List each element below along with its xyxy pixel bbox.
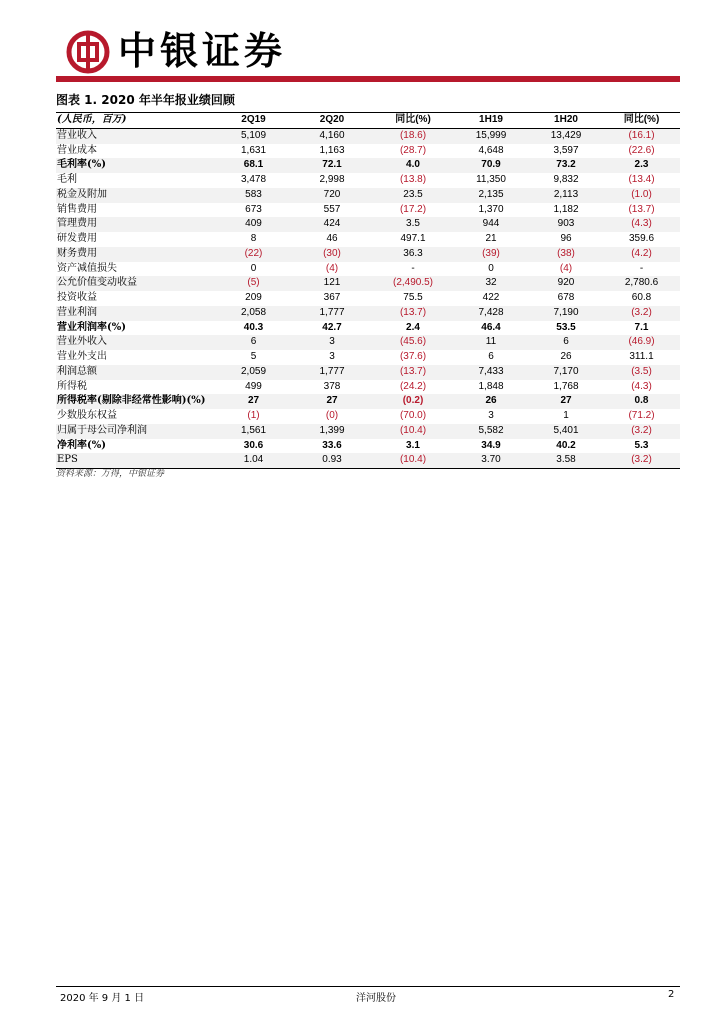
table-header-row <box>56 113 680 129</box>
table-cell: (4) <box>325 262 339 274</box>
table-cell: (30) <box>291 247 373 262</box>
table-cell: 673 <box>245 203 262 215</box>
header-divider <box>56 76 680 82</box>
table-cell: 497.1 <box>400 233 426 244</box>
table-row <box>56 409 680 424</box>
table-cell: 27 <box>216 394 291 409</box>
table-cell: 3.58 <box>529 453 603 468</box>
table-cell: 0 <box>488 262 494 274</box>
table-cell: 72.1 <box>291 158 373 173</box>
table-cell: 3 <box>329 351 335 362</box>
table-cell: (5) <box>216 276 291 291</box>
table-cell: 26 <box>560 351 572 362</box>
table-cell: (22.6) <box>628 144 655 156</box>
table-cell: 2,780.6 <box>603 276 680 291</box>
table-cell: 1,399 <box>291 424 373 439</box>
table-cell: 23.5 <box>373 188 453 203</box>
table-cell: (3.2) <box>603 306 680 321</box>
table-cell: 1,561 <box>216 424 291 439</box>
row-label: 资产减值损失 <box>57 262 117 274</box>
table-cell: 33.6 <box>322 439 342 451</box>
table-cell: (2,490.5) <box>373 276 453 291</box>
table-cell: - <box>639 262 644 274</box>
column-header: 1H19 <box>479 114 503 125</box>
table-cell: 60.8 <box>631 292 652 303</box>
table-cell: (46.9) <box>603 335 680 350</box>
table-cell: 678 <box>557 292 575 303</box>
table-row <box>56 424 680 439</box>
table-cell: (0) <box>325 410 339 421</box>
table-cell: 2,059 <box>216 365 291 380</box>
table-cell: (13.4) <box>628 174 655 185</box>
table-cell: 4.0 <box>373 158 453 173</box>
row-label: 毛利率(%) <box>56 158 216 173</box>
table-cell: (4.2) <box>603 247 680 262</box>
table-cell: 27 <box>291 394 373 409</box>
table-cell: 40.2 <box>556 439 576 451</box>
table-cell: (13.7) <box>373 306 453 321</box>
table-cell: 209 <box>245 292 262 303</box>
row-label: 利润总额 <box>56 365 216 380</box>
table-row <box>56 203 680 218</box>
table-cell: 70.9 <box>453 158 529 173</box>
table-cell: (17.2) <box>399 203 427 215</box>
table-cell: (4) <box>559 262 573 274</box>
table-cell: 2,058 <box>216 306 291 321</box>
table-cell: 5,582 <box>453 424 529 439</box>
table-cell: (10.4) <box>373 424 453 439</box>
row-label: 销售费用 <box>57 203 97 215</box>
table-cell: 1,631 <box>240 144 267 156</box>
table-cell: 11 <box>453 335 529 350</box>
table-cell: (16.1) <box>603 128 680 143</box>
table-cell: (13.8) <box>399 174 427 185</box>
row-label: 所得税 <box>57 380 87 392</box>
row-label: 研发费用 <box>57 233 97 244</box>
column-header: 1H20 <box>554 114 578 125</box>
table-cell: 2.3 <box>603 158 680 173</box>
table-cell: (1) <box>247 410 260 421</box>
page-number: 2 <box>668 989 675 1000</box>
table-cell: 36.3 <box>373 247 453 262</box>
table-cell: 1.04 <box>216 453 291 468</box>
table-cell: 21 <box>485 233 497 244</box>
table-cell: 73.2 <box>529 158 603 173</box>
bank-of-china-logo-icon <box>66 30 110 74</box>
table-cell: 409 <box>216 217 291 232</box>
table-cell: 8 <box>250 233 257 244</box>
row-label: 归属于母公司净利润 <box>56 424 216 439</box>
table-row <box>56 350 680 365</box>
table-cell: 3,478 <box>240 174 267 185</box>
table-cell: 5,109 <box>216 128 291 143</box>
table-cell: 583 <box>216 188 291 203</box>
table-cell: - <box>411 262 415 274</box>
table-cell: 9,832 <box>553 174 579 185</box>
table-cell: (3.2) <box>603 424 680 439</box>
table-row <box>56 188 680 203</box>
row-label: 营业利润 <box>56 306 216 321</box>
row-label: 税金及附加 <box>56 188 216 203</box>
table-cell: 2,113 <box>529 188 603 203</box>
table-cell: 359.6 <box>628 233 655 244</box>
table-cell: 42.7 <box>322 321 342 333</box>
table-cell: 2,998 <box>319 174 345 185</box>
row-label: 营业外收入 <box>56 335 216 350</box>
table-row <box>56 173 680 188</box>
table-cell: 0 <box>250 262 257 274</box>
row-label: EPS <box>56 453 216 468</box>
table-row <box>56 335 680 350</box>
table-row <box>56 394 680 409</box>
table-cell: (10.4) <box>373 453 453 468</box>
row-label: 财务费用 <box>56 247 216 262</box>
table-cell: 720 <box>291 188 373 203</box>
row-label: 营业外支出 <box>57 351 107 362</box>
table-cell: (39) <box>453 247 529 262</box>
row-label: 所得税率(剔除非经常性影响)(%) <box>56 394 216 409</box>
row-label: 管理费用 <box>56 217 216 232</box>
table-row <box>56 439 680 454</box>
table-cell: 2,135 <box>453 188 529 203</box>
table-row <box>56 291 680 306</box>
table-row <box>56 306 680 321</box>
table-cell: 5,401 <box>529 424 603 439</box>
table-cell: 367 <box>323 292 341 303</box>
table-cell: 46.4 <box>481 321 501 333</box>
table-cell: 499 <box>245 380 262 392</box>
table-cell: (1.0) <box>603 188 680 203</box>
footer-divider <box>56 986 680 987</box>
table-cell: (13.7) <box>373 365 453 380</box>
table-cell: 7,428 <box>453 306 529 321</box>
table-cell: (4.3) <box>631 380 652 392</box>
table-cell: 32 <box>453 276 529 291</box>
row-label: 营业利润率(%) <box>57 321 126 333</box>
table-cell: 3 <box>291 335 373 350</box>
table-cell: 2.4 <box>406 321 420 333</box>
table-cell: (45.6) <box>373 335 453 350</box>
table-row <box>56 247 680 262</box>
table-cell: 6 <box>529 335 603 350</box>
column-header: 2Q19 <box>241 114 266 125</box>
table-cell: 6 <box>488 351 494 362</box>
table-cell: 0.93 <box>291 453 373 468</box>
column-header: 2Q20 <box>319 114 345 125</box>
table-cell: (71.2) <box>628 410 655 421</box>
table-cell: 53.5 <box>556 321 576 333</box>
table-cell: (13.7) <box>628 203 655 215</box>
row-label: 投资收益 <box>57 292 97 303</box>
table-row <box>56 321 680 336</box>
table-row <box>56 232 680 247</box>
table-cell: 7.1 <box>634 321 649 333</box>
figure-title: 图表 1. 2020 年半年报业绩回顾 <box>56 93 235 107</box>
table-cell: 5.3 <box>634 439 649 451</box>
table-row <box>56 158 680 173</box>
table-cell: 3.5 <box>373 217 453 232</box>
table-cell: (3.5) <box>603 365 680 380</box>
footer-date: 2020 年 9 月 1 日 <box>60 993 145 1004</box>
table-cell: 1,848 <box>478 380 504 392</box>
table-cell: 30.6 <box>243 439 264 451</box>
table-cell: 3,597 <box>553 144 579 156</box>
table-cell: 557 <box>323 203 341 215</box>
table-cell: (3.2) <box>603 453 680 468</box>
table-cell: 378 <box>323 380 341 392</box>
table-cell: 1,777 <box>291 365 373 380</box>
table-row <box>56 128 680 143</box>
row-label: 少数股东权益 <box>57 410 117 421</box>
table-cell: 13,429 <box>529 128 603 143</box>
brand-name: 中银证券 <box>118 28 287 73</box>
table-row <box>56 262 680 277</box>
table-cell: 422 <box>482 292 500 303</box>
table-cell: 3.70 <box>453 453 529 468</box>
table-cell: 1,370 <box>478 203 504 215</box>
row-label: 营业成本 <box>57 144 97 156</box>
column-header: 同比(%) <box>623 114 660 125</box>
table-cell: 40.3 <box>243 321 264 333</box>
table-cell: 7,190 <box>529 306 603 321</box>
table-cell: 944 <box>453 217 529 232</box>
table-cell: (37.6) <box>399 351 427 362</box>
table-cell: 34.9 <box>481 439 501 451</box>
row-label: 公允价值变动收益 <box>56 276 216 291</box>
source-note: 资料来源：万得，中银证券 <box>56 469 165 479</box>
row-label: 毛利 <box>57 174 77 185</box>
table-cell: 1,163 <box>319 144 345 156</box>
table-cell: 7,433 <box>453 365 529 380</box>
table-cell: 1,182 <box>553 203 579 215</box>
unit-header: (人民币，百万) <box>57 114 127 125</box>
row-label: 净利率(%) <box>57 439 106 451</box>
table-cell: 3 <box>488 410 494 421</box>
table-cell: (38) <box>529 247 603 262</box>
table-cell: 11,350 <box>476 174 506 185</box>
table-cell: 311.1 <box>629 351 654 362</box>
table-cell: 0.8 <box>603 394 680 409</box>
table-cell: 3.1 <box>406 439 420 451</box>
table-row <box>56 365 680 380</box>
table-cell: (18.6) <box>373 128 453 143</box>
table-cell: 121 <box>291 276 373 291</box>
column-header: 同比(%) <box>395 114 431 125</box>
table-cell: (22) <box>216 247 291 262</box>
table-cell: 15,999 <box>453 128 529 143</box>
table-cell: 920 <box>529 276 603 291</box>
table-cell: (70.0) <box>399 410 427 421</box>
table-cell: 4,160 <box>291 128 373 143</box>
table-row <box>56 217 680 232</box>
table-cell: 424 <box>291 217 373 232</box>
table-row <box>56 144 680 159</box>
table-cell: (24.2) <box>399 380 427 392</box>
table-cell: (28.7) <box>399 144 427 156</box>
table-cell: 1,777 <box>291 306 373 321</box>
table-cell: 4,648 <box>478 144 504 156</box>
table-cell: 46 <box>326 233 338 244</box>
table-row <box>56 276 680 291</box>
table-cell: 5 <box>250 351 257 362</box>
financial-results-table <box>56 112 680 469</box>
table-cell: 1,768 <box>553 380 579 392</box>
table-cell: (0.2) <box>373 394 453 409</box>
table-cell: 903 <box>529 217 603 232</box>
row-label: 营业收入 <box>56 128 216 143</box>
table-cell: 26 <box>453 394 529 409</box>
table-cell: 7,170 <box>529 365 603 380</box>
table-cell: 75.5 <box>403 292 423 303</box>
table-cell: 27 <box>529 394 603 409</box>
table-cell: 6 <box>216 335 291 350</box>
table-cell: 96 <box>560 233 572 244</box>
table-cell: (4.3) <box>603 217 680 232</box>
table-cell: 68.1 <box>216 158 291 173</box>
footer-company: 洋河股份 <box>356 993 396 1004</box>
table-cell: 1 <box>563 410 569 421</box>
table-row <box>56 380 680 395</box>
